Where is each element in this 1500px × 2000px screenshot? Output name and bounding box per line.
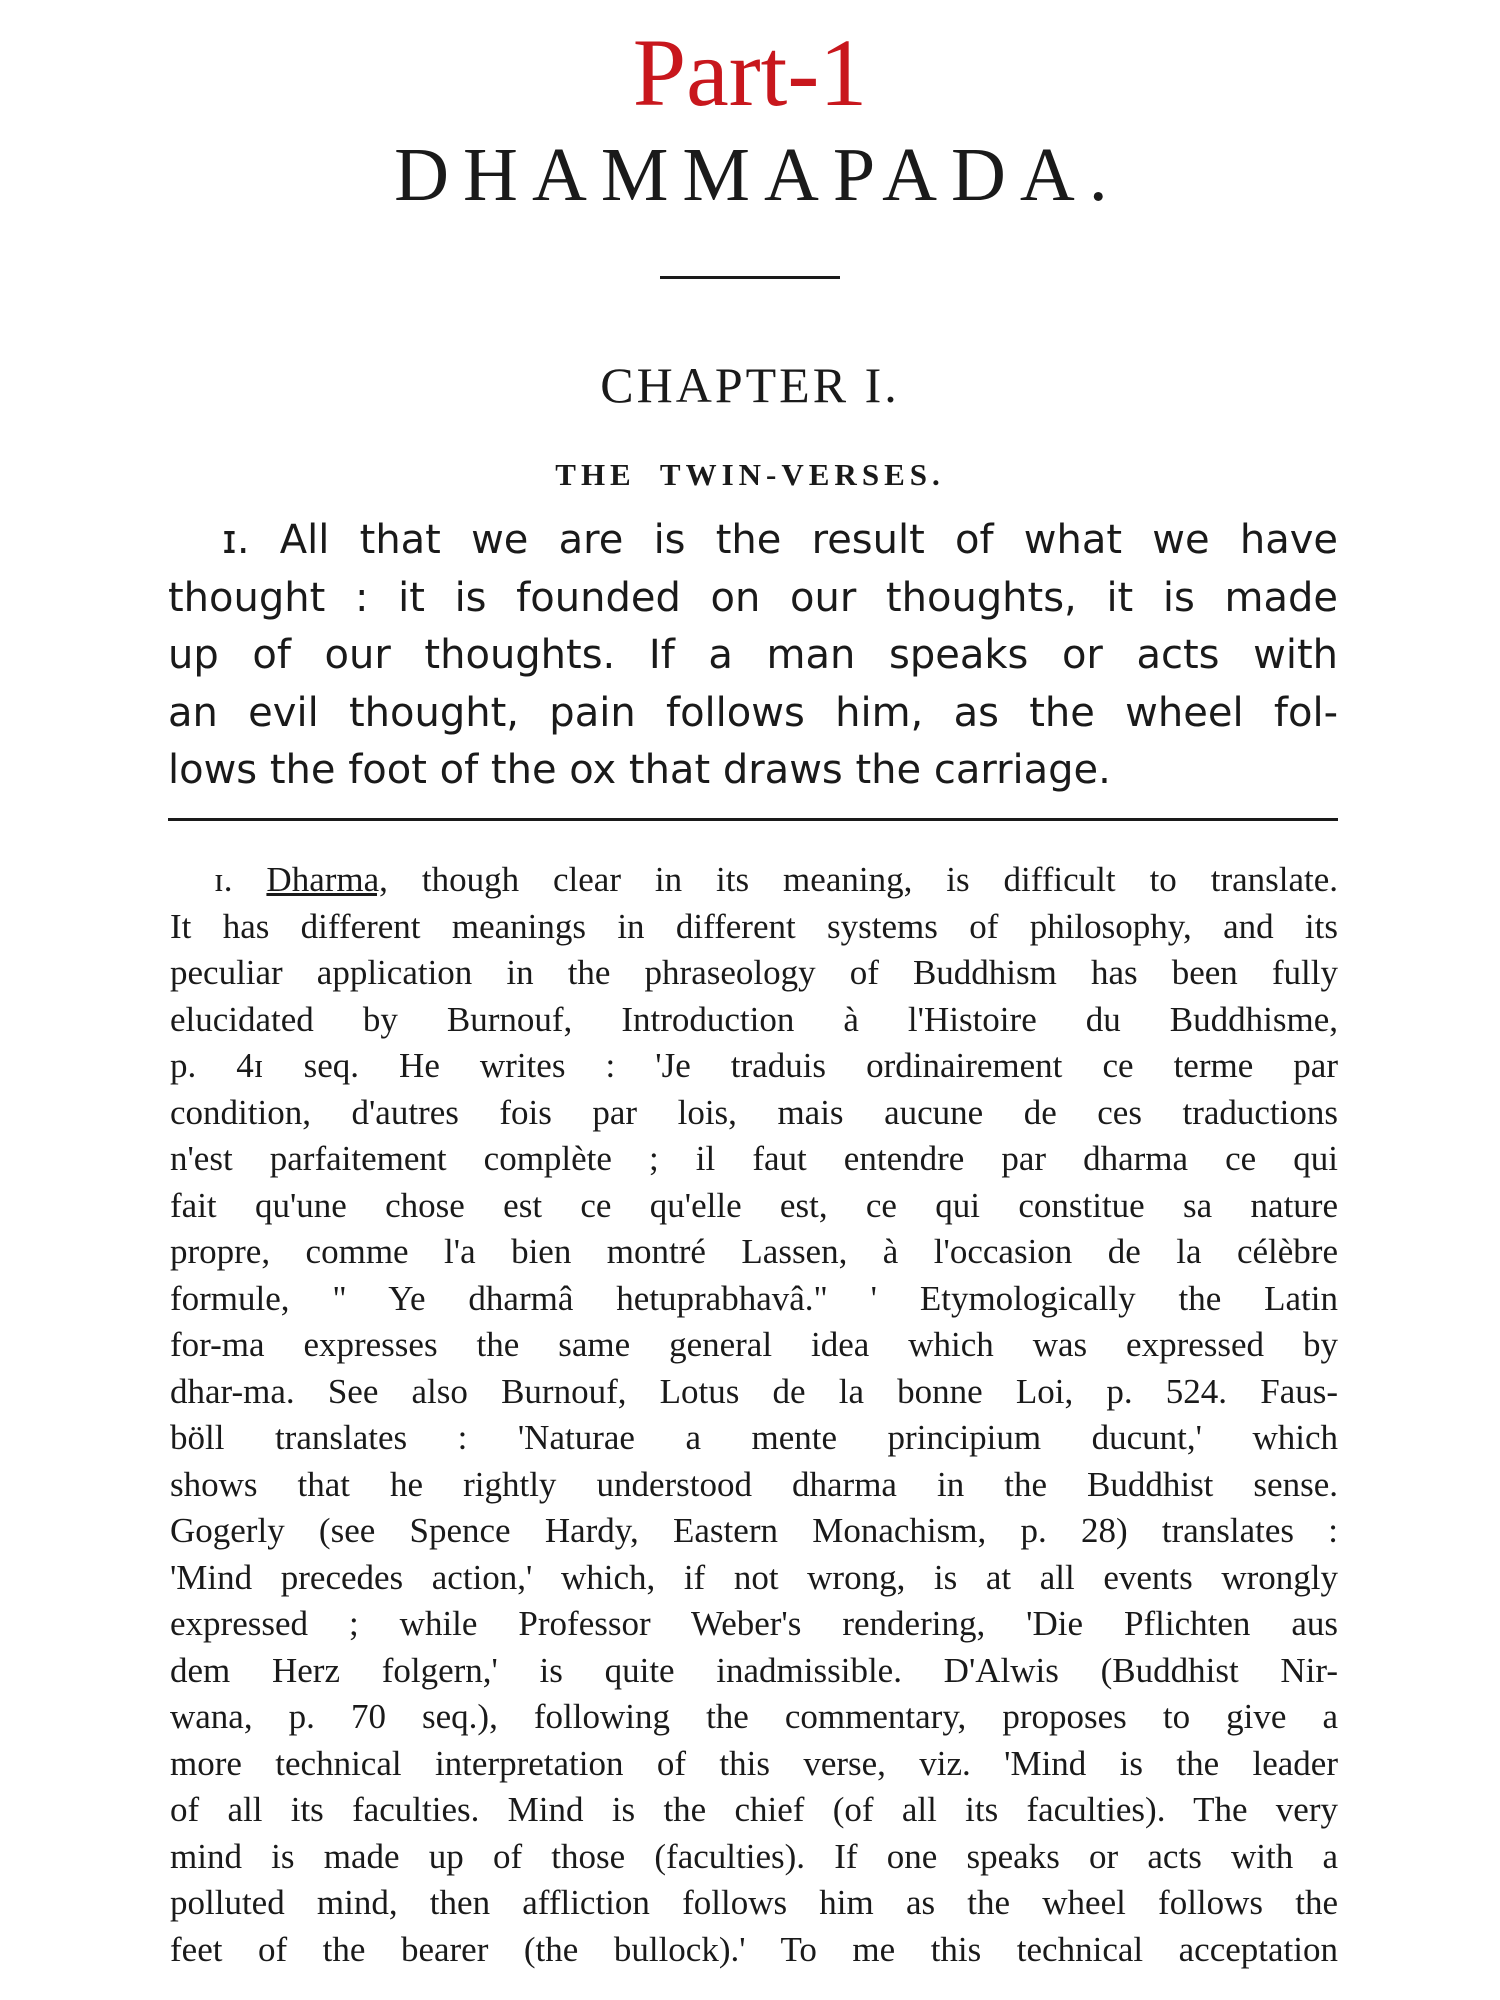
footnote-line: polluted mind, then affliction follows him as the wheel follows the [170,1883,1338,1922]
footnote-first-line [170,857,1338,904]
footnote-divider [168,818,1338,821]
footnote-line: fait qu'une chose est ce qu'elle est, ce qui constitue sa nature [170,1185,1338,1225]
footnote-line: more technical interpretation of this verse, viz. 'Mind is the leader [170,1743,1338,1783]
footnote-line: peculiar application in the phraseology of Buddhism has been fully [170,953,1338,992]
footnote-line: formule, " Ye dharmâ hetuprabhavâ." ' Etymologically the Latin [170,1278,1338,1318]
verse-line: ɪ. All that we are is the result of what we have [222,517,1338,563]
footnote-marker: ɪ. [214,860,233,899]
footnote-line: Gogerly (see Spence Hardy, Eastern Monachism, p. 28) translates : [170,1511,1338,1550]
part-label: Part-1 [632,19,868,126]
chapter-heading: CHAPTER I. [600,357,900,413]
verse-line: up of our thoughts. If a man speaks or acts with [168,632,1338,678]
book-title: DHAMMAPADA. [394,133,1122,217]
verse-line: lows the foot of the ox that draws the carriage. [168,747,1111,793]
title-divider [660,276,840,279]
footnote-line: for-ma expresses the same general idea which was expressed by [170,1325,1338,1364]
footnote-line: 'Mind precedes action,' which, if not wrong, is at all events wrongly [170,1557,1338,1597]
footnote-line: of all its faculties. Mind is the chief (of all its faculties). The very [170,1790,1338,1829]
footnote-line: mind is made up of those (faculties). If one speaks or acts with a [170,1836,1338,1876]
footnote-line: It has different meanings in different systems of philosophy, and its [170,906,1338,946]
footnote-line: shows that he rightly understood dharma in the Buddhist sense. [170,1464,1338,1504]
footnote-line: dhar-ma. See also Burnouf, Lotus de la bonne Loi, p. 524. Faus- [170,1371,1338,1411]
verse-line: thought : it is founded on our thoughts, it is made [168,574,1338,621]
footnote-first-line-text: though clear in its meaning, is difficult to translate. [421,860,1339,899]
footnote-line: dem Herz folgern,' is quite inadmissible. D'Alwis (Buddhist Nir- [170,1650,1338,1690]
footnote-line: condition, d'autres fois par lois, mais aucune de ces traductions [170,1092,1338,1132]
chapter-subtitle: THE TWIN-VERSES. [555,457,945,492]
footnote-line: expressed ; while Professor Weber's rendering, 'Die Pflichten aus [170,1604,1338,1643]
footnote-line: propre, comme l'a bien montré Lassen, à l'occasion de la célèbre [170,1232,1338,1271]
footnote-keyword: Dharma, [266,860,388,899]
footnote-line: n'est parfaitement complète ; il faut entendre par dharma ce qui [170,1139,1338,1178]
verse-1 [168,512,1338,800]
footnote-line: elucidated by Burnouf, Introduction à l'Histoire du Buddhisme, [170,999,1338,1039]
verse-line: an evil thought, pain follows him, as the wheel fol- [168,689,1338,736]
footnote-line: böll translates : 'Naturae a mente principium ducunt,' which [170,1418,1338,1457]
footnote-line: feet of the bearer (the bullock).' To me this technical acceptation [170,1929,1338,1969]
footnote-line: p. 4ɪ seq. He writes : 'Je traduis ordinairement ce terme par [170,1046,1338,1085]
footnote-1 [170,857,1338,1973]
footnote-line: wana, p. 70 seq.), following the commentary, proposes to give a [170,1697,1338,1736]
